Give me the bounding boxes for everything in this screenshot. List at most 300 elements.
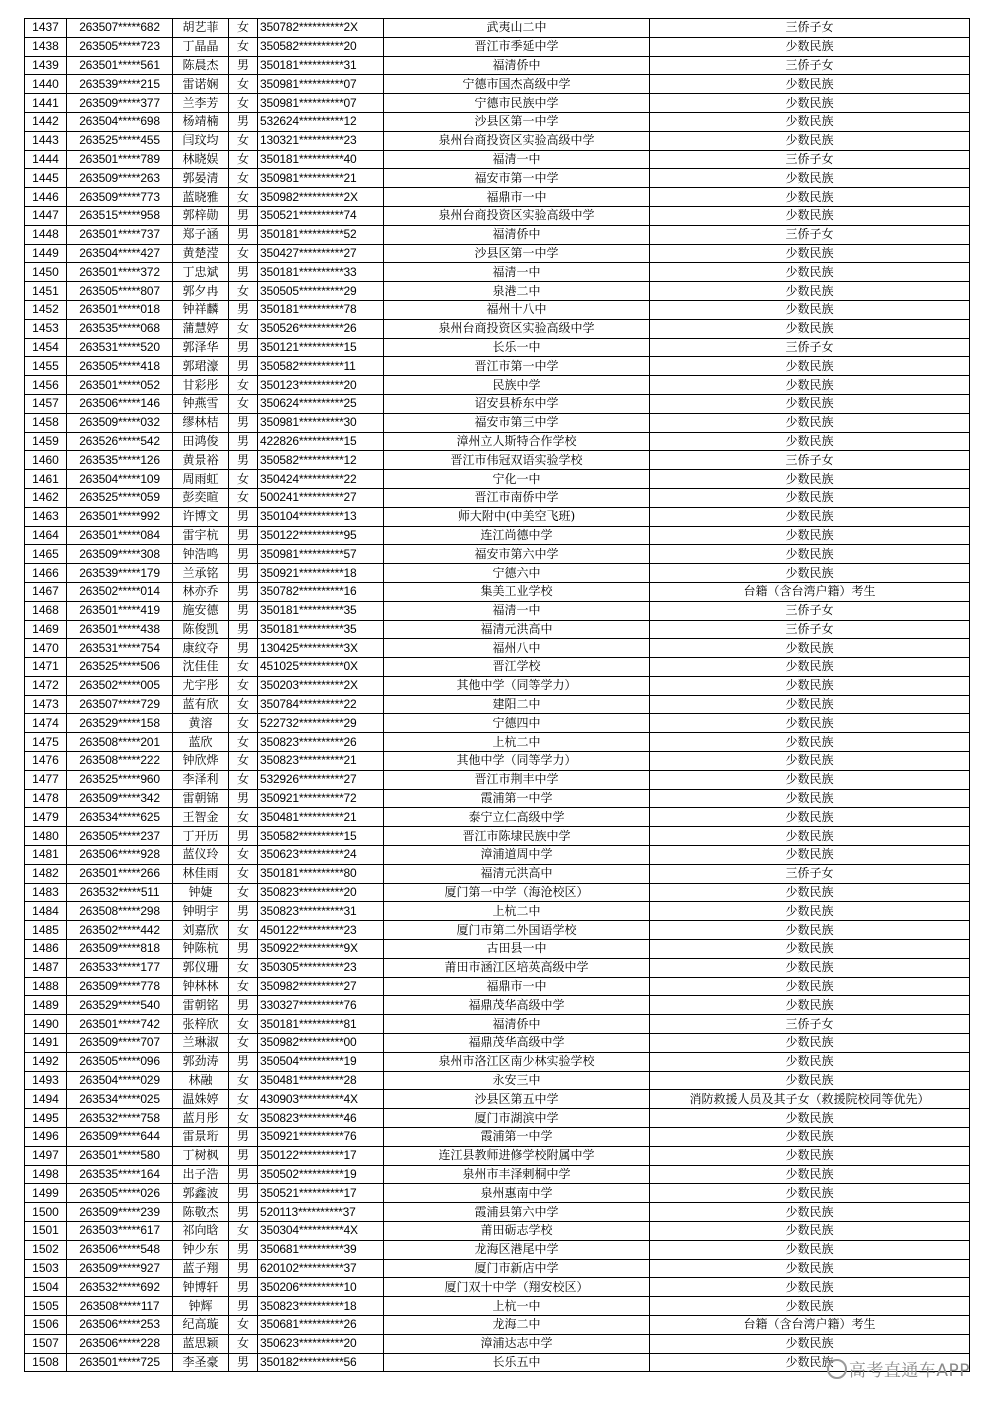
category-cell: 少数民族 <box>650 244 970 263</box>
row-number-cell: 1458 <box>25 413 67 432</box>
row-number-cell: 1470 <box>25 639 67 658</box>
row-number-cell: 1501 <box>25 1222 67 1241</box>
table-row <box>25 1052 970 1071</box>
student-name-cell: 祁向晗 <box>173 1222 229 1241</box>
gender-cell: 男 <box>229 1128 258 1147</box>
row-number-cell: 1438 <box>25 37 67 56</box>
id-number-cell: 350981**********21 <box>258 169 384 188</box>
school-name-cell: 晋江市伟冠双语实验学校 <box>384 451 650 470</box>
id-number-cell: 620102**********37 <box>258 1259 384 1278</box>
exam-number-cell: 263505*****723 <box>67 37 173 56</box>
exam-number-cell: 263501*****018 <box>67 300 173 319</box>
exam-number-cell: 263509*****773 <box>67 188 173 207</box>
student-name-cell: 黄景裕 <box>173 451 229 470</box>
table-row <box>25 1071 970 1090</box>
student-name-cell: 蓝思颖 <box>173 1334 229 1353</box>
student-name-cell: 兰李芳 <box>173 94 229 113</box>
school-name-cell: 诏安县桥东中学 <box>384 394 650 413</box>
student-name-cell: 郭夕冉 <box>173 282 229 301</box>
id-number-cell: 350782**********16 <box>258 582 384 601</box>
gender-cell: 男 <box>229 996 258 1015</box>
table-row <box>25 864 970 883</box>
student-name-cell: 钟林林 <box>173 977 229 996</box>
exam-number-cell: 263506*****253 <box>67 1315 173 1334</box>
school-name-cell: 厦门双十中学（翔安校区） <box>384 1278 650 1297</box>
id-number-cell: 350305**********23 <box>258 958 384 977</box>
exam-number-cell: 263507*****729 <box>67 695 173 714</box>
gender-cell: 女 <box>229 376 258 395</box>
exam-number-cell: 263535*****126 <box>67 451 173 470</box>
category-cell: 少数民族 <box>650 1128 970 1147</box>
student-name-cell: 丁忠斌 <box>173 263 229 282</box>
school-name-cell: 福州十八中 <box>384 300 650 319</box>
exam-number-cell: 263501*****789 <box>67 150 173 169</box>
table-row <box>25 1109 970 1128</box>
school-name-cell: 龙海区港尾中学 <box>384 1240 650 1259</box>
school-name-cell: 厦门市第二外国语学校 <box>384 921 650 940</box>
id-number-cell: 350981**********07 <box>258 75 384 94</box>
category-cell: 少数民族 <box>650 188 970 207</box>
student-name-cell: 钟祥麟 <box>173 300 229 319</box>
student-name-cell: 蓝晓雅 <box>173 188 229 207</box>
category-cell: 少数民族 <box>650 1259 970 1278</box>
table-row <box>25 319 970 338</box>
exam-number-cell: 263508*****201 <box>67 733 173 752</box>
category-cell: 三侨子女 <box>650 150 970 169</box>
exam-number-cell: 263509*****707 <box>67 1034 173 1053</box>
school-name-cell: 其他中学（同等学力） <box>384 676 650 695</box>
watermark <box>827 1356 970 1381</box>
id-number-cell: 350982**********2X <box>258 188 384 207</box>
exam-number-cell: 263502*****005 <box>67 676 173 695</box>
id-number-cell: 350304**********4X <box>258 1222 384 1241</box>
table-row <box>25 883 970 902</box>
id-number-cell: 520113**********37 <box>258 1203 384 1222</box>
category-cell: 少数民族 <box>650 996 970 1015</box>
table-row <box>25 620 970 639</box>
gender-cell: 男 <box>229 582 258 601</box>
gender-cell: 男 <box>229 789 258 808</box>
row-number-cell: 1443 <box>25 131 67 150</box>
school-name-cell: 上杭二中 <box>384 902 650 921</box>
table-row <box>25 56 970 75</box>
id-number-cell: 350104**********13 <box>258 507 384 526</box>
row-number-cell: 1478 <box>25 789 67 808</box>
row-number-cell: 1497 <box>25 1146 67 1165</box>
table-row <box>25 733 970 752</box>
table-row <box>25 1315 970 1334</box>
school-name-cell: 莆田砺志学校 <box>384 1222 650 1241</box>
student-name-cell: 彭奕暄 <box>173 488 229 507</box>
student-name-cell: 钟欣烨 <box>173 752 229 771</box>
table-row <box>25 1015 970 1034</box>
table-row <box>25 1090 970 1109</box>
gender-cell: 女 <box>229 808 258 827</box>
gender-cell: 男 <box>229 1297 258 1316</box>
school-name-cell: 龙海二中 <box>384 1315 650 1334</box>
id-number-cell: 350784**********22 <box>258 695 384 714</box>
category-cell: 少数民族 <box>650 1240 970 1259</box>
student-name-cell: 钟明宇 <box>173 902 229 921</box>
table-row <box>25 244 970 263</box>
gender-cell: 女 <box>229 19 258 38</box>
gender-cell: 男 <box>229 451 258 470</box>
table-row <box>25 940 970 959</box>
school-name-cell: 泰宁立仁高级中学 <box>384 808 650 827</box>
id-number-cell: 350521**********17 <box>258 1184 384 1203</box>
school-name-cell: 上杭二中 <box>384 733 650 752</box>
school-name-cell: 福清侨中 <box>384 1015 650 1034</box>
gender-cell: 男 <box>229 620 258 639</box>
gender-cell: 女 <box>229 958 258 977</box>
exam-number-cell: 263501*****737 <box>67 225 173 244</box>
student-name-cell: 蓝子翔 <box>173 1259 229 1278</box>
id-number-cell: 330327**********76 <box>258 996 384 1015</box>
category-cell: 少数民族 <box>650 470 970 489</box>
school-name-cell: 泉州惠南中学 <box>384 1184 650 1203</box>
id-number-cell: 350182**********56 <box>258 1353 384 1372</box>
id-number-cell: 430903**********4X <box>258 1090 384 1109</box>
id-number-cell: 350921**********72 <box>258 789 384 808</box>
student-name-cell: 雷朝锦 <box>173 789 229 808</box>
school-name-cell: 福清侨中 <box>384 225 650 244</box>
watermark-text: 高考直通车APP <box>848 1361 970 1381</box>
gender-cell: 女 <box>229 244 258 263</box>
school-name-cell: 泉州市丰泽剌桐中学 <box>384 1165 650 1184</box>
row-number-cell: 1464 <box>25 526 67 545</box>
id-number-cell: 350582**********12 <box>258 451 384 470</box>
student-name-cell: 蓝仪玲 <box>173 846 229 865</box>
exam-number-cell: 263506*****928 <box>67 846 173 865</box>
school-name-cell: 师大附中(中美空飞班) <box>384 507 650 526</box>
school-name-cell: 宁德市民族中学 <box>384 94 650 113</box>
school-name-cell: 福清元洪高中 <box>384 620 650 639</box>
table-row <box>25 808 970 827</box>
table-row <box>25 1146 970 1165</box>
gender-cell: 男 <box>229 338 258 357</box>
gender-cell: 女 <box>229 131 258 150</box>
category-cell: 少数民族 <box>650 488 970 507</box>
student-name-cell: 林亦乔 <box>173 582 229 601</box>
table-row <box>25 714 970 733</box>
category-cell: 少数民族 <box>650 1146 970 1165</box>
row-number-cell: 1463 <box>25 507 67 526</box>
exam-number-cell: 263525*****059 <box>67 488 173 507</box>
school-name-cell: 连江尚德中学 <box>384 526 650 545</box>
row-number-cell: 1445 <box>25 169 67 188</box>
school-name-cell: 沙县区第五中学 <box>384 1090 650 1109</box>
category-cell: 少数民族 <box>650 169 970 188</box>
exam-number-cell: 263509*****263 <box>67 169 173 188</box>
table-row <box>25 921 970 940</box>
exam-number-cell: 263506*****228 <box>67 1334 173 1353</box>
gender-cell: 女 <box>229 846 258 865</box>
row-number-cell: 1476 <box>25 752 67 771</box>
id-number-cell: 350206**********10 <box>258 1278 384 1297</box>
category-cell: 台籍（含台湾户籍）考生 <box>650 1315 970 1334</box>
row-number-cell: 1461 <box>25 470 67 489</box>
id-number-cell: 350582**********11 <box>258 357 384 376</box>
gender-cell: 女 <box>229 1334 258 1353</box>
table-row <box>25 225 970 244</box>
exam-number-cell: 263505*****807 <box>67 282 173 301</box>
student-name-cell: 丁树枫 <box>173 1146 229 1165</box>
category-cell: 少数民族 <box>650 300 970 319</box>
student-name-cell: 杨靖楠 <box>173 112 229 131</box>
row-number-cell: 1477 <box>25 770 67 789</box>
gender-cell: 男 <box>229 1146 258 1165</box>
exam-number-cell: 263501*****052 <box>67 376 173 395</box>
gender-cell: 男 <box>229 507 258 526</box>
id-number-cell: 422826**********15 <box>258 432 384 451</box>
row-number-cell: 1481 <box>25 846 67 865</box>
student-name-cell: 周雨虹 <box>173 470 229 489</box>
row-number-cell: 1499 <box>25 1184 67 1203</box>
id-number-cell: 350782**********2X <box>258 19 384 38</box>
id-number-cell: 350502**********19 <box>258 1165 384 1184</box>
exam-number-cell: 263505*****418 <box>67 357 173 376</box>
student-name-cell: 郭泽华 <box>173 338 229 357</box>
school-name-cell: 上杭一中 <box>384 1297 650 1316</box>
school-name-cell: 福鼎市一中 <box>384 188 650 207</box>
row-number-cell: 1488 <box>25 977 67 996</box>
id-number-cell: 532926**********27 <box>258 770 384 789</box>
exam-number-cell: 263509*****644 <box>67 1128 173 1147</box>
school-name-cell: 福鼎茂华高级中学 <box>384 1034 650 1053</box>
id-number-cell: 350623**********24 <box>258 846 384 865</box>
exam-number-cell: 263504*****427 <box>67 244 173 263</box>
row-number-cell: 1462 <box>25 488 67 507</box>
row-number-cell: 1506 <box>25 1315 67 1334</box>
student-name-cell: 陈敬杰 <box>173 1203 229 1222</box>
exam-number-cell: 263506*****146 <box>67 394 173 413</box>
category-cell: 少数民族 <box>650 827 970 846</box>
id-number-cell: 350521**********74 <box>258 206 384 225</box>
category-cell: 少数民族 <box>650 112 970 131</box>
school-name-cell: 霞浦县第六中学 <box>384 1203 650 1222</box>
exam-number-cell: 263501*****266 <box>67 864 173 883</box>
gender-cell: 女 <box>229 319 258 338</box>
row-number-cell: 1472 <box>25 676 67 695</box>
school-name-cell: 福清一中 <box>384 150 650 169</box>
table-body <box>25 19 970 1372</box>
row-number-cell: 1459 <box>25 432 67 451</box>
school-name-cell: 厦门市湖滨中学 <box>384 1109 650 1128</box>
gender-cell: 男 <box>229 545 258 564</box>
row-number-cell: 1495 <box>25 1109 67 1128</box>
id-number-cell: 350981**********30 <box>258 413 384 432</box>
exam-number-cell: 263506*****548 <box>67 1240 173 1259</box>
exam-number-cell: 263501*****084 <box>67 526 173 545</box>
row-number-cell: 1475 <box>25 733 67 752</box>
row-number-cell: 1508 <box>25 1353 67 1372</box>
table-row <box>25 996 970 1015</box>
id-number-cell: 350681**********26 <box>258 1315 384 1334</box>
exam-number-cell: 263533*****177 <box>67 958 173 977</box>
student-name-cell: 王智金 <box>173 808 229 827</box>
table-row <box>25 676 970 695</box>
table-row <box>25 1034 970 1053</box>
row-number-cell: 1502 <box>25 1240 67 1259</box>
id-number-cell: 130425**********3X <box>258 639 384 658</box>
row-number-cell: 1487 <box>25 958 67 977</box>
student-name-cell: 钟辉 <box>173 1297 229 1316</box>
table-row <box>25 846 970 865</box>
id-number-cell: 350922**********9X <box>258 940 384 959</box>
row-number-cell: 1496 <box>25 1128 67 1147</box>
id-number-cell: 350122**********95 <box>258 526 384 545</box>
table-row <box>25 112 970 131</box>
student-name-cell: 出子浩 <box>173 1165 229 1184</box>
exam-number-cell: 263504*****698 <box>67 112 173 131</box>
row-number-cell: 1468 <box>25 601 67 620</box>
student-name-cell: 郑子涵 <box>173 225 229 244</box>
student-name-cell: 纪高璇 <box>173 1315 229 1334</box>
id-number-cell: 350823**********21 <box>258 752 384 771</box>
id-number-cell: 350921**********76 <box>258 1128 384 1147</box>
row-number-cell: 1444 <box>25 150 67 169</box>
table-row <box>25 1222 970 1241</box>
table-row <box>25 413 970 432</box>
gender-cell: 女 <box>229 752 258 771</box>
gender-cell: 女 <box>229 394 258 413</box>
category-cell: 少数民族 <box>650 714 970 733</box>
school-name-cell: 宁化一中 <box>384 470 650 489</box>
id-number-cell: 350582**********20 <box>258 37 384 56</box>
exam-number-cell: 263532*****692 <box>67 1278 173 1297</box>
exam-number-cell: 263515*****958 <box>67 206 173 225</box>
table-row <box>25 300 970 319</box>
category-cell: 三侨子女 <box>650 19 970 38</box>
gender-cell: 男 <box>229 56 258 75</box>
row-number-cell: 1439 <box>25 56 67 75</box>
school-name-cell: 福清元洪高中 <box>384 864 650 883</box>
gender-cell: 男 <box>229 601 258 620</box>
id-number-cell: 350526**********26 <box>258 319 384 338</box>
gender-cell: 女 <box>229 488 258 507</box>
category-cell: 少数民族 <box>650 658 970 677</box>
table-row <box>25 582 970 601</box>
student-name-cell: 胡艺菲 <box>173 19 229 38</box>
table-row <box>25 545 970 564</box>
exam-number-cell: 263509*****032 <box>67 413 173 432</box>
exam-number-cell: 263535*****068 <box>67 319 173 338</box>
row-number-cell: 1500 <box>25 1203 67 1222</box>
category-cell: 三侨子女 <box>650 1015 970 1034</box>
student-name-cell: 林晓娱 <box>173 150 229 169</box>
school-name-cell: 厦门市新店中学 <box>384 1259 650 1278</box>
exam-number-cell: 263539*****179 <box>67 564 173 583</box>
id-number-cell: 350481**********21 <box>258 808 384 827</box>
exam-number-cell: 263509*****342 <box>67 789 173 808</box>
id-number-cell: 350181**********81 <box>258 1015 384 1034</box>
table-row <box>25 507 970 526</box>
gender-cell: 男 <box>229 263 258 282</box>
exam-number-cell: 263509*****818 <box>67 940 173 959</box>
category-cell: 三侨子女 <box>650 451 970 470</box>
student-name-cell: 康纹夺 <box>173 639 229 658</box>
row-number-cell: 1469 <box>25 620 67 639</box>
gender-cell: 女 <box>229 770 258 789</box>
row-number-cell: 1484 <box>25 902 67 921</box>
id-number-cell: 350203**********2X <box>258 676 384 695</box>
exam-number-cell: 263501*****580 <box>67 1146 173 1165</box>
row-number-cell: 1457 <box>25 394 67 413</box>
exam-number-cell: 263532*****511 <box>67 883 173 902</box>
student-name-cell: 钟博轩 <box>173 1278 229 1297</box>
category-cell: 台籍（含台湾户籍）考生 <box>650 582 970 601</box>
school-name-cell: 晋江学校 <box>384 658 650 677</box>
gender-cell: 男 <box>229 357 258 376</box>
student-name-cell: 刘嘉欣 <box>173 921 229 940</box>
gender-cell: 女 <box>229 1109 258 1128</box>
gender-cell: 男 <box>229 639 258 658</box>
category-cell: 少数民族 <box>650 940 970 959</box>
row-number-cell: 1498 <box>25 1165 67 1184</box>
gender-cell: 女 <box>229 864 258 883</box>
id-number-cell: 350181**********31 <box>258 56 384 75</box>
gender-cell: 女 <box>229 75 258 94</box>
student-name-cell: 蓝有欣 <box>173 695 229 714</box>
student-name-cell: 温姝婷 <box>173 1090 229 1109</box>
student-name-cell: 林融 <box>173 1071 229 1090</box>
student-name-cell: 李圣豪 <box>173 1353 229 1372</box>
student-name-cell: 雷朝铭 <box>173 996 229 1015</box>
category-cell: 少数民族 <box>650 263 970 282</box>
id-number-cell: 350823**********31 <box>258 902 384 921</box>
school-name-cell: 宁德市国杰高级中学 <box>384 75 650 94</box>
id-number-cell: 130321**********23 <box>258 131 384 150</box>
id-number-cell: 500241**********27 <box>258 488 384 507</box>
gender-cell: 男 <box>229 1184 258 1203</box>
id-number-cell: 350623**********20 <box>258 1334 384 1353</box>
gender-cell: 男 <box>229 526 258 545</box>
id-number-cell: 350982**********00 <box>258 1034 384 1053</box>
row-number-cell: 1452 <box>25 300 67 319</box>
category-cell: 三侨子女 <box>650 601 970 620</box>
table-row <box>25 564 970 583</box>
table-row <box>25 206 970 225</box>
category-cell: 少数民族 <box>650 1203 970 1222</box>
category-cell: 少数民族 <box>650 695 970 714</box>
row-number-cell: 1486 <box>25 940 67 959</box>
table-row <box>25 1278 970 1297</box>
exam-number-cell: 263501*****742 <box>67 1015 173 1034</box>
table-row <box>25 1259 970 1278</box>
category-cell: 三侨子女 <box>650 56 970 75</box>
id-number-cell: 350823**********46 <box>258 1109 384 1128</box>
table-row <box>25 789 970 808</box>
exam-number-cell: 263531*****754 <box>67 639 173 658</box>
row-number-cell: 1456 <box>25 376 67 395</box>
category-cell: 消防救援人员及其子女（救援院校同等优先） <box>650 1090 970 1109</box>
school-name-cell: 福鼎茂华高级中学 <box>384 996 650 1015</box>
row-number-cell: 1503 <box>25 1259 67 1278</box>
school-name-cell: 连江县教师进修学校附属中学 <box>384 1146 650 1165</box>
school-name-cell: 集美工业学校 <box>384 582 650 601</box>
row-number-cell: 1474 <box>25 714 67 733</box>
gender-cell: 女 <box>229 1015 258 1034</box>
category-cell: 少数民族 <box>650 846 970 865</box>
school-name-cell: 福清侨中 <box>384 56 650 75</box>
category-cell: 少数民族 <box>650 37 970 56</box>
category-cell: 少数民族 <box>650 958 970 977</box>
exam-number-cell: 263529*****158 <box>67 714 173 733</box>
category-cell: 三侨子女 <box>650 225 970 244</box>
table-row <box>25 451 970 470</box>
gender-cell: 男 <box>229 300 258 319</box>
school-name-cell: 晋江市荆丰中学 <box>384 770 650 789</box>
